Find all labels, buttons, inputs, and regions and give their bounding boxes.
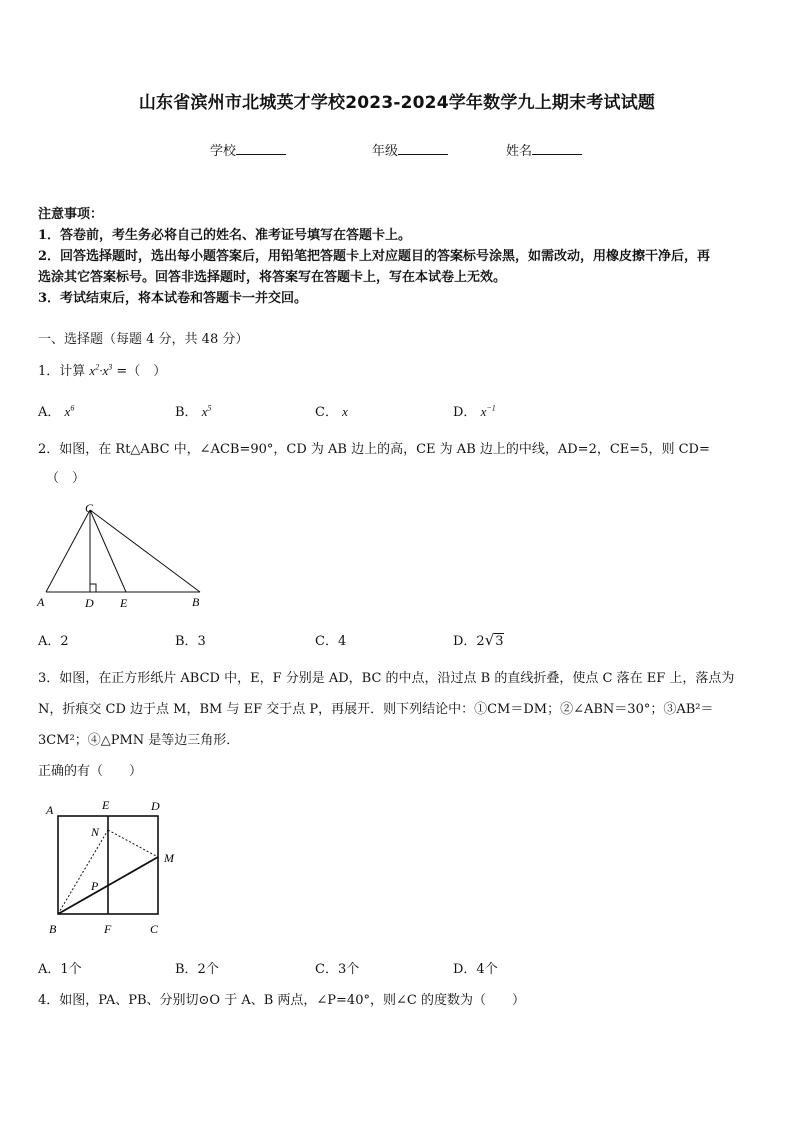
q3-option-c[interactable]: C．3个	[315, 962, 360, 977]
q2-stem: 2．如图，在 Rt△ABC 中，∠ACB=90°，CD 为 AB 边上的高，CE 为 AB 边上的中线，AD=2，CE=5，则 CD=	[38, 442, 710, 457]
label-n: N	[91, 825, 100, 839]
label-e: E	[102, 798, 110, 812]
q3-line-3: 3CM²；④△PMN 是等边三角形．	[38, 733, 240, 748]
q1-option-c[interactable]: C． x	[315, 404, 348, 420]
notes-heading: 注意事项：	[38, 207, 104, 222]
grade-field	[372, 140, 448, 159]
q2-paren: （ ）	[46, 471, 86, 486]
q4-stem: 4．如图，PA、PB、分别切⊙O 于 A、B 两点，∠P=40°，则∠C 的度数为（ ）	[38, 993, 525, 1008]
grade-blank[interactable]	[398, 142, 448, 155]
q2-figure	[34, 498, 214, 620]
q2-option-b[interactable]: B．3	[175, 634, 206, 649]
label-b: B	[49, 922, 57, 936]
q1-option-b[interactable]: B． $x^5$	[175, 403, 212, 420]
q3-option-a[interactable]: A．1个	[38, 962, 82, 977]
label-e: E	[120, 596, 128, 610]
q1-stem-suffix: =（ ）	[116, 364, 167, 379]
page-title: 山东省滨州市北城英才学校2023-2024学年数学九上期末考试试题	[138, 93, 656, 113]
note-3: 3．考试结束后，将本试卷和答题卡一并交回。	[38, 291, 308, 306]
q1-option-a[interactable]: A． $x^6$	[38, 403, 75, 420]
label-f: F	[104, 922, 112, 936]
name-field	[506, 140, 582, 159]
q2-option-c[interactable]: C．4	[315, 634, 347, 649]
q3-line-2: N，折痕交 CD 边于点 M，BM 与 EF 交于点 P，再展开．则下列结论中：①CM＝DM；②∠ABN＝30°；③AB²＝	[38, 702, 714, 717]
label-c: C	[150, 922, 159, 936]
q3-line-4: 正确的有（ ）	[38, 764, 143, 779]
school-label: 学校	[210, 144, 237, 159]
label-m: M	[164, 851, 174, 865]
label-a: A	[46, 803, 54, 817]
name-blank[interactable]	[532, 142, 582, 155]
q1-option-d[interactable]: D． $x^{-1}$	[453, 403, 496, 420]
q3-line-1: 3．如图，在正方形纸片 ABCD 中，E，F 分别是 AD，BC 的中点，沿过点 B 的直线折叠，使点 C 落在 EF 上，落点为	[38, 671, 735, 686]
school-blank[interactable]	[236, 142, 286, 155]
label-c: C	[85, 501, 94, 515]
segment-cb	[90, 510, 200, 592]
label-a: A	[37, 595, 45, 609]
segment-ac	[46, 510, 90, 592]
q2-option-a[interactable]: A．2	[38, 634, 69, 649]
label-d: D	[85, 596, 94, 610]
q3-option-d[interactable]: D．4个	[453, 962, 498, 977]
right-angle-mark	[90, 584, 96, 592]
school-field	[210, 140, 286, 159]
note-2b: 选涂其它答案标号。回答非选择题时，将答案写在答题卡上，写在本试卷上无效。	[38, 270, 507, 285]
q1-stem-prefix: 1．计算	[38, 364, 86, 379]
label-b: B	[192, 595, 200, 609]
q2-option-d[interactable]: D．2√3	[453, 631, 504, 649]
label-d: D	[151, 799, 160, 813]
note-1: 1．答卷前，考生务必将自己的姓名、准考证号填写在答题卡上。	[38, 228, 412, 243]
q3-figure	[40, 795, 190, 944]
q3-option-b[interactable]: B．2个	[175, 962, 219, 977]
segment-nm	[108, 830, 158, 857]
segment-bn	[58, 830, 108, 914]
q1-stem	[38, 360, 166, 379]
q1-expr: $x^2\cdot x^3$	[89, 362, 113, 378]
note-2a: 2．回答选择题时，选出每小题答案后，用铅笔把答题卡上对应题目的答案标号涂黑，如需改动，用橡皮擦干净后，再	[38, 249, 711, 264]
grade-label: 年级	[372, 144, 399, 159]
segment-ce	[90, 510, 126, 592]
name-label: 姓名	[506, 144, 533, 159]
section-heading: 一、选择题（每题 4 分，共 48 分）	[38, 332, 249, 347]
label-p: P	[91, 879, 99, 893]
